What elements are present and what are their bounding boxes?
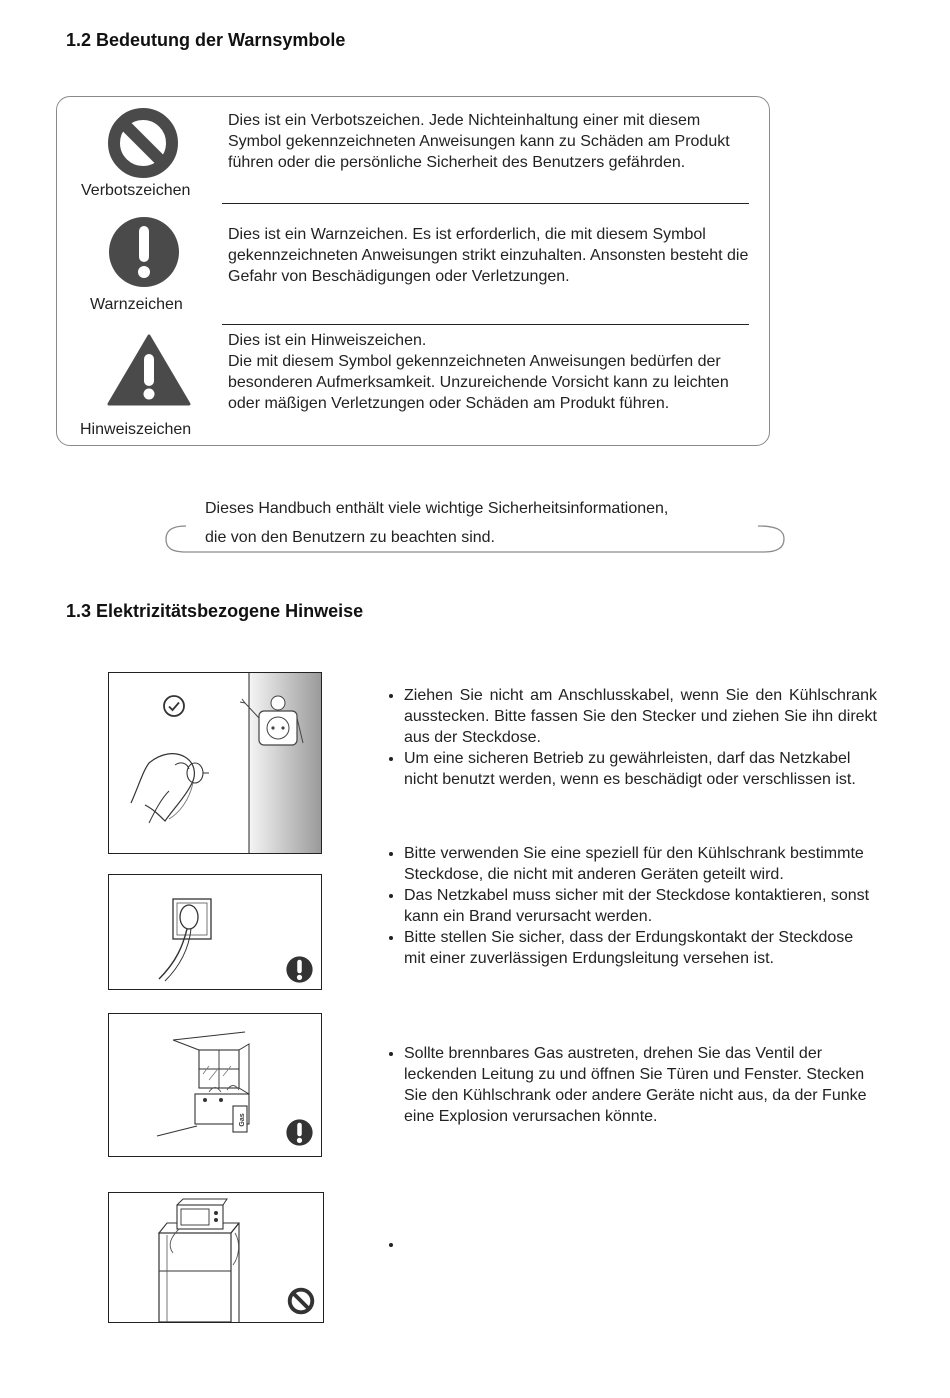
list-item: • Sollte brennbares Gas austreten, drehen Sie das Ventil der leckenden Leitung zu und öffnen Sie Türen und Fenster. Stecken Sie den Kühlschrank oder andere Geräte nicht aus, da der Funke eine Explosion verursachen könnte. — [404, 1043, 877, 1127]
list-item: • Bitte stellen Sie sicher, dass der Erdungskontakt der Steckdose mit einer zuverlässigen Erdungsleitung versehen ist. — [404, 927, 877, 969]
symbol-description-verbot: Dies ist ein Verbotszeichen. Jede Nichteinhaltung einer mit diesem Symbol gekennzeichneten Anweisungen kann zu Schäden am Produkt führen oder die persönliche Sicherheit des Benutzers gefährden. — [228, 112, 730, 171]
symbol-label-verbot: Verbotszeichen — [81, 182, 191, 199]
section-heading-1-2: 1.2 Bedeutung der Warnsymbole — [66, 30, 346, 50]
symbol-description-hinweis: Dies ist ein Hinweiszeichen. Die mit diesem Symbol gekennzeichneten Anweisungen bedürfen der besonderen Aufmerksamkeit. Unzureichende Vorsicht kann zu leichten oder mäßigen Verletzungen oder Schäden am Produkt führen. — [228, 332, 729, 412]
bullet-list-group-2 — [380, 843, 877, 969]
exclamation-circle-icon — [108, 216, 180, 288]
list-item: • Ziehen Sie nicht am Anschlusskabel, wenn Sie den Kühlschrank ausstecken. Bitte fassen Sie den Stecker und ziehen Sie ihn direkt aus der Steckdose. — [404, 685, 877, 748]
prohibition-icon — [107, 107, 179, 179]
bullet-list-group-3 — [380, 1043, 877, 1127]
list-item: • Das Netzkabel muss sicher mit der Steckdose kontaktieren, sonst kann ein Brand verursacht werden. — [404, 885, 877, 927]
symbol-description-warn: Dies ist ein Warnzeichen. Es ist erforderlich, die mit diesem Symbol gekennzeichneten Anweisungen strikt einzuhalten. Ansonsten besteht die Gefahr von Beschädigungen oder Verletzungen. — [228, 226, 749, 285]
warning-triangle-icon — [107, 334, 191, 406]
check-circle-icon — [162, 694, 186, 718]
gas-tank-label: Gas — [239, 1113, 246, 1127]
bullet-list-group-4 — [380, 1234, 877, 1255]
hand-pulling-plug-illustration — [108, 672, 322, 854]
exclamation-circle-icon — [286, 956, 313, 983]
divider — [222, 324, 749, 325]
symbol-label-hinweis: Hinweiszeichen — [80, 421, 192, 438]
list-item: • Bitte verwenden Sie eine speziell für den Kühlschrank bestimmte Steckdose, die nicht mit anderen Geräten geteilt wird. — [404, 843, 877, 885]
bullet-list-group-1 — [380, 685, 877, 790]
safety-note-line2: die von den Benutzern zu beachten sind. — [205, 529, 495, 546]
prohibition-icon — [287, 1287, 315, 1315]
list-item — [404, 1234, 877, 1255]
section-heading-1-3: 1.3 Elektrizitätsbezogene Hinweise — [66, 601, 364, 621]
divider — [222, 203, 749, 204]
list-item: • Um eine sicheren Betrieb zu gewährleisten, darf das Netzkabel nicht benutzt werden, wenn es beschädigt oder verschlissen ist. — [404, 748, 877, 790]
exclamation-circle-icon — [286, 1119, 313, 1146]
safety-note-line1: Dieses Handbuch enthält viele wichtige Sicherheitsinformationen, — [205, 500, 669, 517]
symbol-label-warn: Warnzeichen — [90, 296, 183, 313]
